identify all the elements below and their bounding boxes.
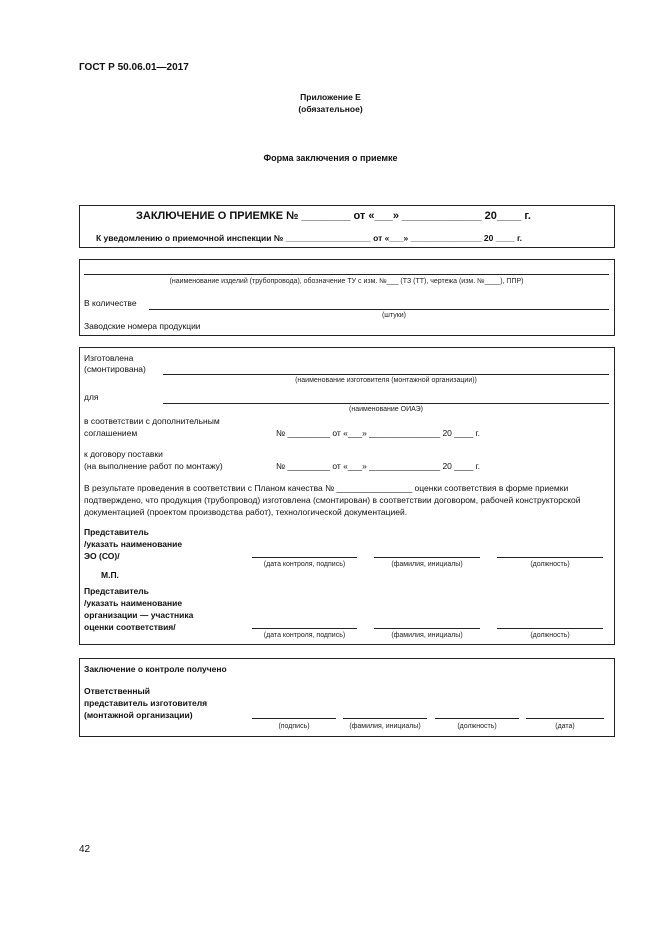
representative-eo-label: Представитель /указать наименование ЭО (СО)/ <box>84 527 183 561</box>
sig-line-5 <box>374 628 480 629</box>
receipt-caption-position: (должность) <box>457 723 497 730</box>
form-title: Форма заключения о приемке <box>263 153 398 163</box>
sig-caption-name-2: (фамилия, инициалы) <box>391 632 463 639</box>
product-line <box>84 274 609 275</box>
received-label: Заключение о контроле получено <box>84 664 227 674</box>
stamp-label: М.П. <box>101 570 119 580</box>
oiae-caption: (наименование ОИАЭ) <box>349 406 423 413</box>
page-number: 42 <box>79 844 91 855</box>
contract-label: к договору поставки <box>84 449 163 459</box>
manufacturer-caption: (наименование изготовителя (монтажной организации)) <box>295 377 477 384</box>
responsible-label: Ответственный представитель изготовителя (монтажной организации) <box>84 686 208 720</box>
sig-caption-name: (фамилия, инициалы) <box>391 561 463 568</box>
quantity-label: В количестве <box>84 298 137 308</box>
units-caption: (штуки) <box>381 312 407 319</box>
sig-caption-date-2: (дата контроля, подпись) <box>263 632 346 639</box>
receipt-caption-name: (фамилия, инициалы) <box>349 723 421 730</box>
sig-line-1 <box>252 557 357 558</box>
receipt-line-2 <box>343 718 427 719</box>
appendix-note: (обязательное) <box>298 104 363 114</box>
contract-label-2: (на выполнение работ по монтажу) <box>84 461 223 471</box>
receipt-line-1 <box>252 718 336 719</box>
sig-caption-date: (дата контроля, подпись) <box>263 561 346 568</box>
receipt-caption-date: (дата) <box>555 723 575 730</box>
quantity-line <box>149 309 609 310</box>
receipt-line-3 <box>435 718 519 719</box>
sig-line-3 <box>497 557 603 558</box>
conclusion-number-line: ЗАКЛЮЧЕНИЕ О ПРИЕМКЕ № ________ от «___» _____________ 20____ г. <box>136 210 531 222</box>
appendix-title: Приложение Е <box>300 92 361 102</box>
sig-line-2 <box>374 557 480 558</box>
document-id: ГОСТ Р 50.06.01—2017 <box>79 62 189 73</box>
sig-line-6 <box>497 628 603 629</box>
agreement-reference: № _________ от «___» _______________ 20 ____ г. <box>276 428 480 438</box>
oiae-line <box>163 403 609 404</box>
manufacturer-line <box>163 374 609 375</box>
agreement-label-2: соглашением <box>84 428 138 438</box>
receipt-line-4 <box>526 718 604 719</box>
receipt-caption-signature: (подпись) <box>278 723 310 730</box>
agreement-label: в соответствии с дополнительным <box>84 416 220 426</box>
inspection-notice-line: К уведомлению о приемочной инспекции № __________________ от «___» _______________ 20 ____ г. <box>96 233 523 243</box>
result-paragraph: В результате проведения в соответствии с Планом качества № ________________ оценки соответствия в форме приемки подтверждено, что продукция (трубопровод) изготовлена (смонтирован) в соответствии договором, рабочей конструкторской документацией (проектом производства работ), технологической документацией. <box>84 483 581 517</box>
contract-reference: № _________ от «___» _______________ 20 ____ г. <box>276 461 480 471</box>
representative-participant-label: Представитель /указать наименование организации — участника оценки соответствия/ <box>84 586 194 632</box>
sig-caption-position-2: (должность) <box>530 632 570 639</box>
product-caption: (наименование изделий (трубопровода), обозначение ТУ с изм. №___ (ТЗ (ТТ), чертежа (изм. №____), ППР) <box>169 278 524 285</box>
for-label: для <box>84 392 99 402</box>
made-label-2: (смонтирована) <box>84 364 146 374</box>
serials-label: Заводские номера продукции <box>84 321 201 331</box>
made-label: Изготовлена <box>84 353 134 363</box>
sig-caption-position: (должность) <box>530 561 570 568</box>
sig-line-4 <box>252 628 357 629</box>
